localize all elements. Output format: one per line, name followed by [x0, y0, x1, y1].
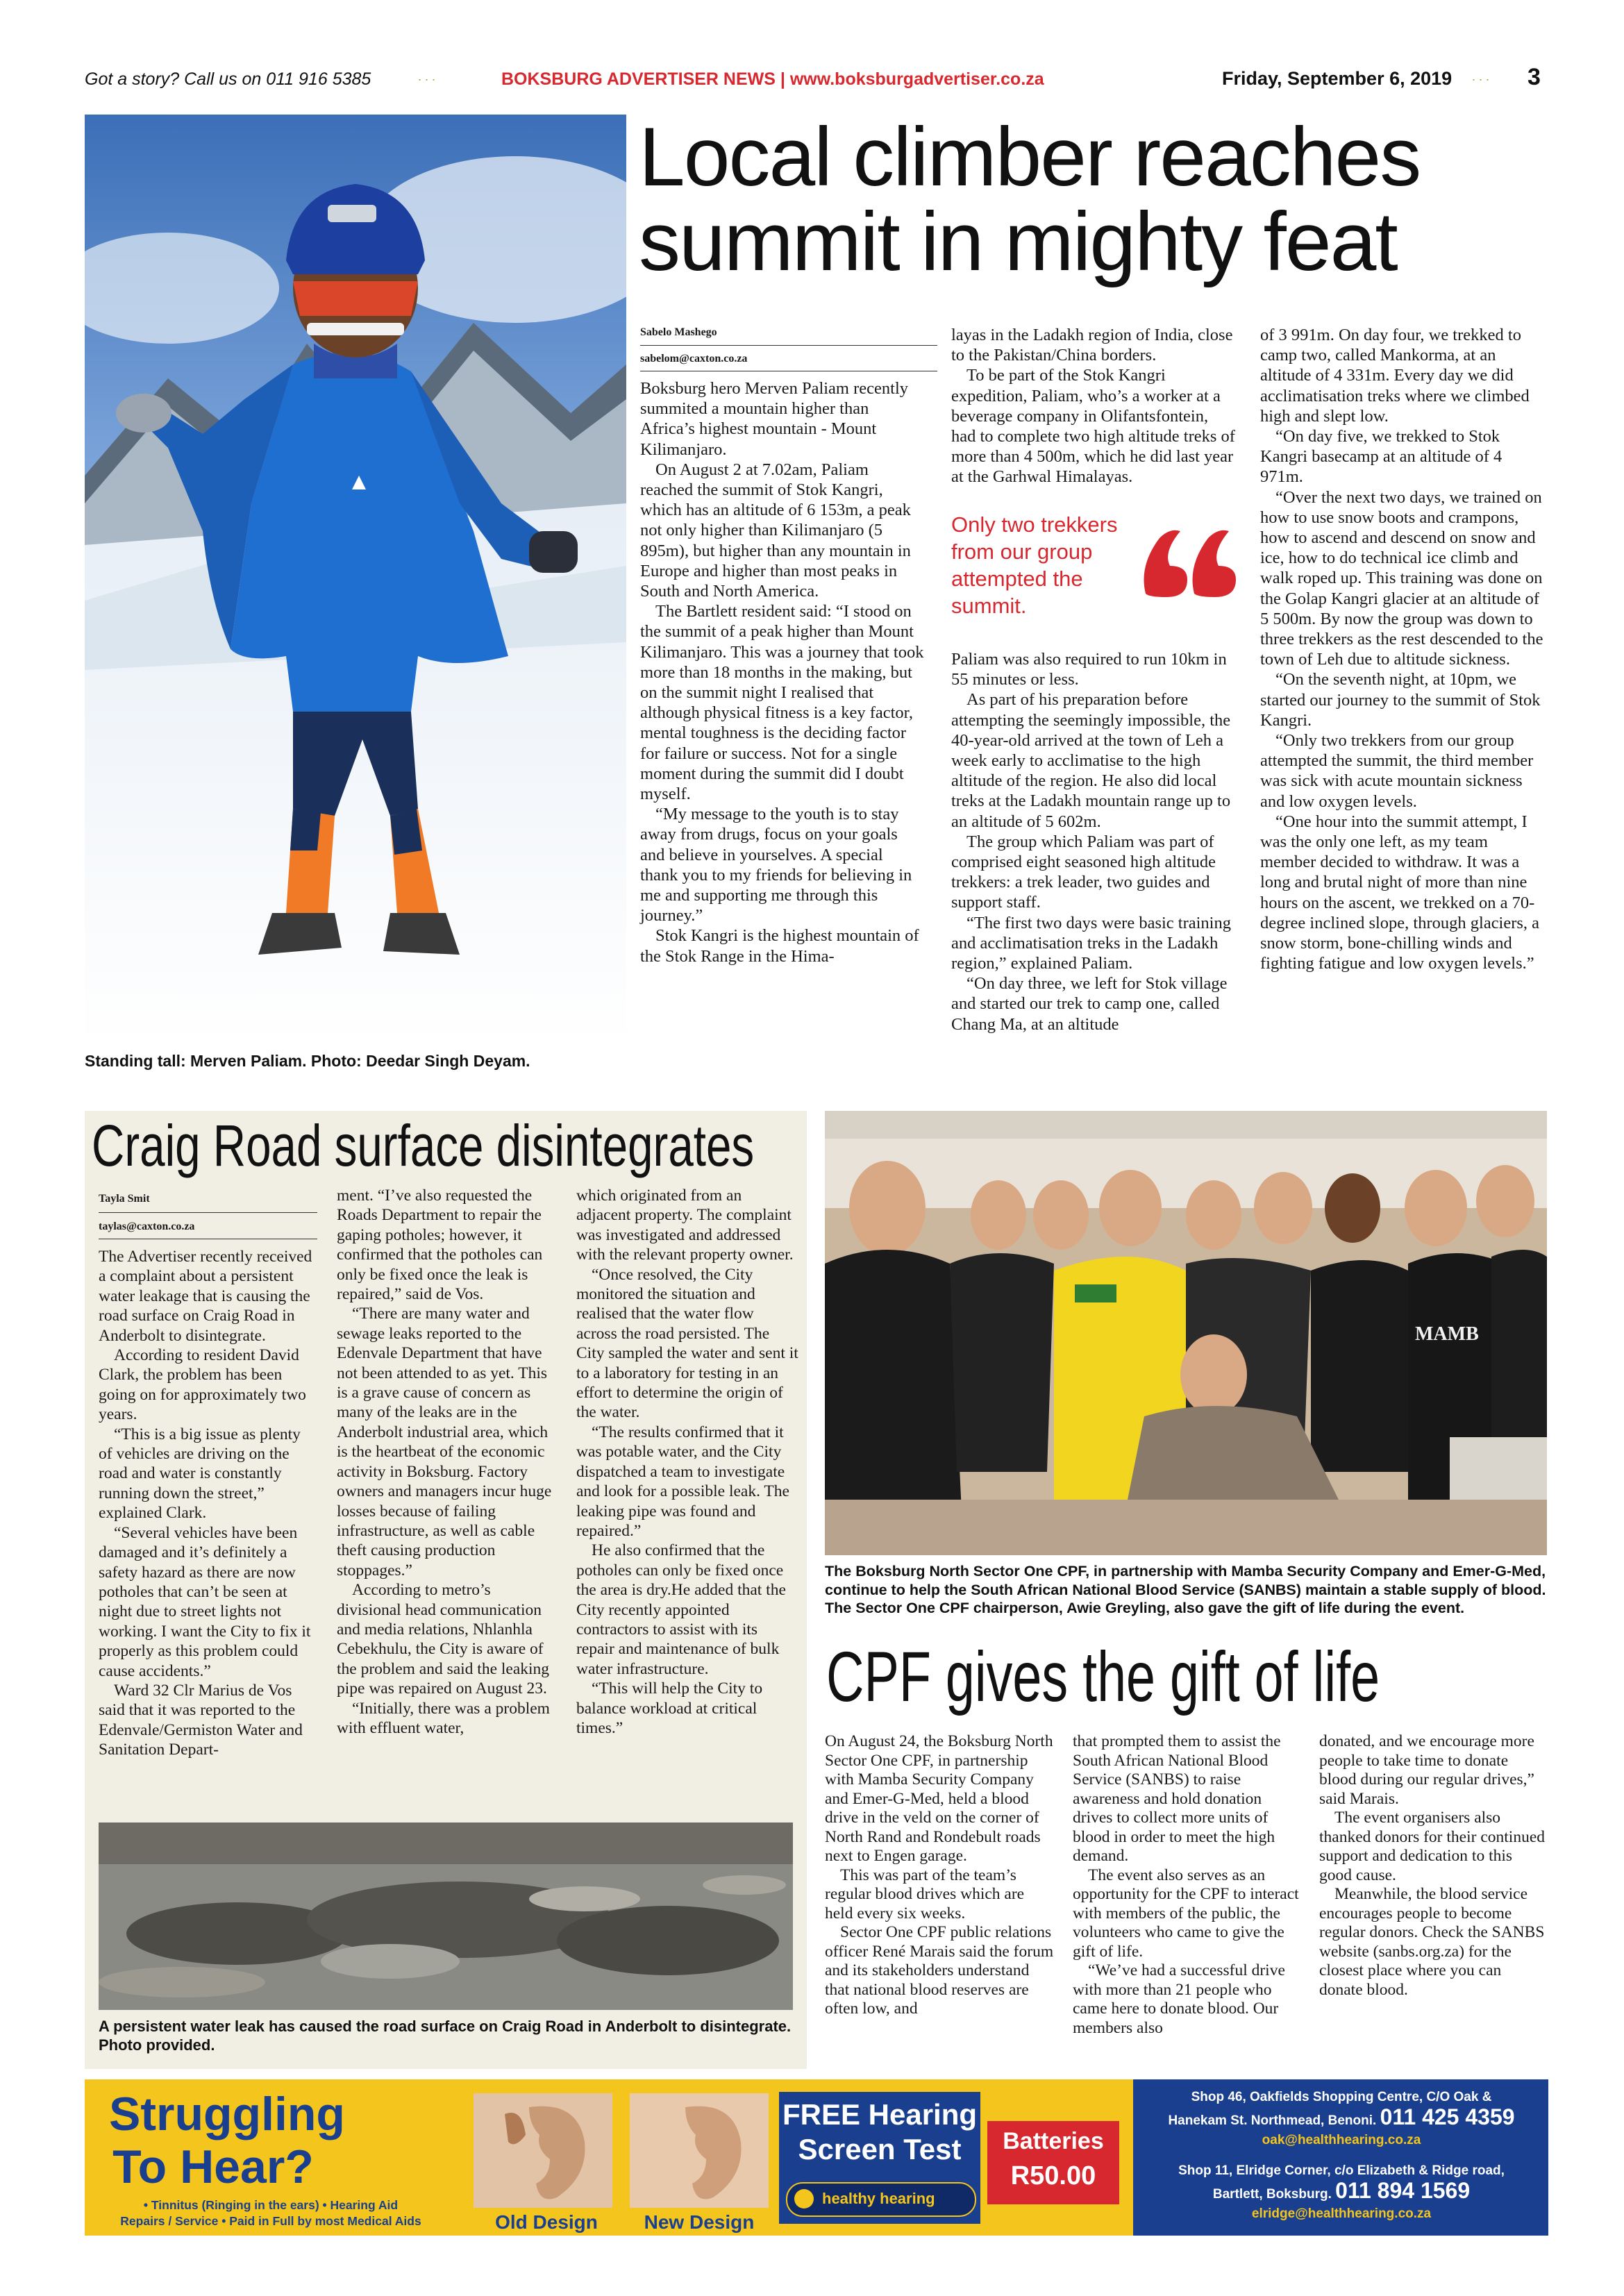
climber-c2-p7: “On day three, we left for Stok village and started our trek to camp one, called Chang Ma, at an altitude: [951, 974, 1228, 1034]
ad-contact-panel: [1133, 2079, 1548, 2236]
contact-block-1: [1140, 2088, 1543, 2150]
quote-marks-icon: [1139, 524, 1239, 601]
climber-author-email: sabelom@caxton.co.za: [640, 353, 748, 364]
craig-column-3: [576, 1186, 798, 1738]
craig-c2-p1: ment. “I’ve also requested the Roads Department to repair the gaping potholes; however, it confirmed that the potholes can only be fixed once the leak is repaired,” said de Vos.: [337, 1187, 543, 1304]
phone-1[interactable]: 011 425 4359: [1380, 2104, 1515, 2129]
cpf-headline: CPF gives the gift of life: [826, 1637, 1380, 1716]
ad-headline: [109, 2088, 345, 2193]
batteries-panel[interactable]: [987, 2121, 1119, 2204]
climber-c2-p6: “The first two days were basic training and acclimatisation treks in the Ladakh region,” explained Paliam.: [951, 913, 1231, 973]
free-test-text: [779, 2097, 980, 2167]
climber-headline: [639, 110, 1541, 288]
climber-photo-caption: Standing tall: Merven Paliam. Photo: Deedar Singh Deyam.: [85, 1052, 530, 1070]
climber-c1-p5: Stok Kangri is the highest mountain of the Stok Range in the Hima-: [640, 926, 919, 966]
climber-c2-p3: Paliam was also required to run 10km in 55 minutes or less.: [951, 650, 1227, 689]
free-test-line1: FREE Hearing: [782, 2098, 978, 2131]
climber-c1-p2: On August 2 at 7.02am, Paliam reached the summit of Stok Kangri, which has an altitude of 6 153m, a peak not only higher than Kilimanjaro (5 895m), but higher than any mountain in Europe and higher than most peaks in South and North America.: [640, 460, 911, 601]
craig-headline: Craig Road surface disintegrates: [92, 1113, 755, 1178]
ad-headline-line2: To Hear?: [112, 2140, 314, 2193]
header-dots-left: . . .: [418, 69, 436, 83]
cpf-c1-p3: Sector One CPF public relations officer René Marais said the forum and its stakeholders understand that national blood reserves are often low, and: [825, 1923, 1054, 2018]
craig-c1-p1: The Advertiser recently received a complaint about a persistent water leakage that is causing the road surface on Craig Road in Anderbolt to disintegrate.: [99, 1248, 312, 1345]
cpf-c1-p2: This was part of the team’s regular blood drives which are held every six weeks.: [825, 1866, 1025, 1922]
craig-road-photo: [99, 1822, 793, 2010]
climber-c1-p4: “My message to the youth is to stay away from drugs, focus on your goals and believe in yourselves. A special thank you to my friends for believing in me and supporting me through this journey.”: [640, 805, 912, 925]
craig-c3-p2: “Once resolved, the City monitored the situation and realised that the water flow across the road persisted. The City sampled the water and sent it to a laboratory for testing in an effort to determine the origin of the water.: [576, 1265, 798, 1422]
story-phone-line: Got a story? Call us on 011 916 5385: [85, 69, 371, 89]
contact-block-2: [1140, 2161, 1543, 2224]
craig-column-2: [337, 1186, 559, 1738]
climber-c3-p3: “Over the next two days, we trained on how to use snow boots and crampons, how to ascend and descend on snow and ice, how to do technical ice climb and walk roped up. This training was done on the Golap Kangri glacier at an altitude of 5 500m. By now the group was down to three trekkers as the rest descended to the town of Leh due to altitude sickness.: [1260, 487, 1543, 669]
craig-c3-p5: “This will help the City to balance workload at critical times.”: [576, 1679, 763, 1737]
climber-c3-p5: “Only two trekkers from our group attempted the summit, the third member was sick with acute mountain sickness and low oxygen levels.: [1260, 731, 1534, 811]
climber-byline-rule: [640, 345, 937, 346]
address2-line2: Bartlett, Boksburg.: [1212, 2187, 1332, 2202]
brand-name: healthy hearing: [822, 2190, 935, 2207]
brand-logo-icon: [794, 2189, 814, 2209]
craig-c1-p5: Ward 32 Clr Marius de Vos said that it was reported to the Edenvale/Germiston Water and Sanitation Depart-: [99, 1681, 303, 1759]
old-design-label: Old Design: [495, 2211, 598, 2233]
masthead-title: BOKSBURG ADVERTISER NEWS | www.boksburgadvertiser.co.za: [501, 69, 1044, 89]
cpf-photo: [825, 1111, 1547, 1555]
climber-column-2-top: [951, 325, 1236, 487]
craig-column-1: [99, 1247, 317, 1760]
climber-c2-p4: As part of his preparation before attempting the seemingly impossible, the 40-year-old arrived at the town of Leh a week early to acclimatise to the high altitude of the region. He also did local treks at the Ladakh mountain range up to an altitude of 5 602m.: [951, 690, 1231, 831]
batteries-price: R50.00: [1010, 2161, 1096, 2190]
ad-services-line2: Repairs / Service • Paid in Full by most Medical Aids: [120, 2214, 421, 2228]
cpf-c2-p1: that prompted them to assist the South African National Blood Service (SANBS) to raise awareness and hold donation drives to collect more units of blood in order to meet the high demand.: [1073, 1732, 1281, 1865]
climber-headline-line2: summit in mighty feat: [639, 195, 1397, 288]
batteries-label: Batteries: [1003, 2128, 1104, 2154]
craig-c3-p4: He also confirmed that the potholes can only be fixed once the area is dry.He added that the City recently appointed contractors to assist with its repair and maintenance of bulk water infrastructure.: [576, 1541, 786, 1678]
address2-line2-row: [1140, 2178, 1543, 2204]
climber-illustration: [85, 115, 626, 1046]
new-design-ear-icon: [630, 2093, 769, 2208]
craig-c2-p2: “There are many water and sewage leaks reported to the Edenvale Department that have not been attended to as yet. This is a grave cause of concern as many of the leaks are in the Anderbolt industrial area, which is the heartbeat of the economic activity in Boksburg. Factory owners and managers incur huge losses because of failing infrastructure, as well as cable theft causing production stoppages.”: [337, 1305, 552, 1579]
craig-photo-caption: A persistent water leak has caused the road surface on Craig Road in Anderbolt to disintegrate. Photo provided.: [99, 2018, 792, 2054]
blood-drive-illustration: [825, 1111, 1547, 1555]
craig-c2-p3: According to metro’s divisional head communication and media relations, Nhlanhla Cebekhulu, the City is aware of the problem and said the leaking pipe was repaired on August 23.: [337, 1581, 550, 1698]
address1-line1: Shop 46, Oakfields Shopping Centre, C/O Oak &: [1191, 2090, 1492, 2104]
address1-line2: Hanekam St. Northmead, Benoni.: [1168, 2113, 1377, 2128]
road-illustration: [99, 1822, 793, 2010]
page-header: [0, 61, 1624, 96]
climber-c3-p1: of 3 991m. On day four, we trekked to camp two, called Mankorma, at an altitude of 4 331m. Every day we did acclimatisation treks where we climbed high and slept low.: [1260, 326, 1530, 426]
brand-badge: [786, 2182, 976, 2217]
shirt-print: MAMB: [1415, 1323, 1479, 1345]
cpf-c3-p3: Meanwhile, the blood service encourages people to become regular donors. Check the SANBS website (sanbs.org.za) for the closest place where you can donate blood.: [1319, 1885, 1545, 1999]
cpf-c3-p2: The event organisers also thanked donors for their continued support and dedication to this good cause.: [1319, 1809, 1545, 1884]
climber-photo: [85, 115, 626, 1046]
cpf-c2-p2: The event also serves as an opportunity for the CPF to interact with members of the public, the volunteers who came to give the gift of life.: [1073, 1866, 1299, 1961]
cpf-c2-p3: “We’ve had a successful drive with more than 21 people who came here to donate blood. Our members also: [1073, 1961, 1285, 2037]
old-design-ear-icon: [474, 2093, 612, 2208]
climber-c3-p2: “On day five, we trekked to Stok Kangri basecamp at an altitude of 4 971m.: [1260, 427, 1502, 487]
cpf-column-2: [1073, 1732, 1302, 2038]
page-number: 3: [1527, 64, 1541, 90]
ad-services: [90, 2197, 451, 2229]
craig-author-email: taylas@caxton.co.za: [99, 1221, 195, 1232]
cpf-column-1: [825, 1732, 1054, 2019]
email-1[interactable]: oak@healthhearing.co.za: [1262, 2133, 1421, 2147]
cpf-c3-p1: donated, and we encourage more people to take time to donate blood during our regular drives,” said Marais.: [1319, 1732, 1534, 1808]
craig-c2-p4: “Initially, there was a problem with effluent water,: [337, 1699, 550, 1737]
climber-c2-p5: The group which Paliam was part of comprised eight seasoned high altitude trekkers: a trek leader, two guides and support staff.: [951, 832, 1216, 912]
climber-c2-p2: To be part of the Stok Kangri expedition, Paliam, who’s a worker at a beverage company in Olifantsfontein, had to complete two high altitude treks of more than 4 500m, which he did last year at the Garhwal Himalayas.: [951, 366, 1235, 487]
header-dots-right: . . .: [1472, 69, 1490, 83]
free-test-panel[interactable]: [779, 2092, 980, 2224]
ad-services-line1: • Tinnitus (Ringing in the ears) • Hearing Aid: [143, 2198, 399, 2212]
climber-column-1: [640, 378, 925, 966]
ad-headline-line1: Struggling: [109, 2088, 345, 2140]
climber-headline-line1: Local climber reaches: [639, 110, 1421, 203]
climber-column-3: [1260, 325, 1545, 974]
climber-c1-p3: The Bartlett resident said: “I stood on the summit of a peak higher than Mount Kilimanjaro. This was a journey that took more than 18 months in the making, but on the summit night I realised that although physical fitness is a key factor, mental toughness is the deciding factor for failure or success. Not for a single moment during the summit did I doubt myself.: [640, 602, 924, 804]
craig-c1-p2: According to resident David Clark, the problem has been going on for approximately two years.: [99, 1346, 306, 1424]
craig-c1-p4: “Several vehicles have been damaged and it’s definitely a safety hazard as there are now potholes that can’t be seen at night due to street lights not working. I want the City to fix it properly as this problem could cause accidents.”: [99, 1523, 311, 1680]
cpf-c1-p1: On August 24, the Boksburg North Sector One CPF, in partnership with Mamba Security Company and Emer-G-Med, held a blood drive in the veld on the corner of North Rand and Rondebult roads next to Engen garage.: [825, 1732, 1053, 1865]
cpf-column-3: [1319, 1732, 1548, 2000]
craig-author: Tayla Smit: [99, 1193, 150, 1205]
climber-author: Sabelo Mashego: [640, 326, 717, 338]
issue-date: Friday, September 6, 2019: [1222, 68, 1453, 89]
email-2[interactable]: elridge@healthhearing.co.za: [1251, 2206, 1432, 2221]
address2-line1: Shop 11, Elridge Corner, c/o Elizabeth & Ridge road,: [1178, 2163, 1505, 2178]
hearing-ad[interactable]: [85, 2079, 1548, 2236]
craig-byline-rule: [99, 1212, 317, 1213]
climber-column-2-bottom: [951, 649, 1236, 1034]
climber-c3-p4: “On the seventh night, at 10pm, we started our journey to the summit of Stok Kangri.: [1260, 670, 1541, 730]
craig-c1-p3: “This is a big issue as plenty of vehicles are driving on the road and water is constantly running down the street,” explained Clark.: [99, 1425, 301, 1523]
free-test-line2: Screen Test: [798, 2133, 962, 2165]
climber-c1-p1: Boksburg hero Merven Paliam recently summited a mountain higher than Africa’s highest mountain - Mount Kilimanjaro.: [640, 379, 909, 459]
climber-c3-p6: “One hour into the summit attempt, I was the only one left, as my team member decided to withdraw. It was a long and brutal night of more than nine hours on the ascent, we trekked on a 70-degree inclined slope, through glaciers, a snow storm, bone-chilling winds and fighting fatigue and low oxygen levels.”: [1260, 812, 1540, 973]
pull-quote: Only two trekkers from our group attempted the summit.: [951, 512, 1118, 618]
climber-c2-p1: layas in the Ladakh region of India, close to the Pakistan/China borders.: [951, 326, 1233, 365]
cpf-photo-caption: The Boksburg North Sector One CPF, in partnership with Mamba Security Company and Emer-G-Med, continue to help the South African National Blood Service (SANBS) maintain a stable supply of blood. The Sector One CPF chairperson, Awie Greyling, also gave the gift of life during the event.: [825, 1563, 1546, 1616]
craig-c3-p3: “The results confirmed that it was potable water, and the City dispatched a team to investigate and look for a possible leak. The leaking pipe was found and repaired.”: [576, 1423, 789, 1540]
new-design-label: New Design: [644, 2211, 755, 2233]
address1-line2-row: [1140, 2104, 1543, 2131]
craig-c3-p1: which originated from an adjacent property. The complaint was investigated and addressed with the relevant property owner.: [576, 1187, 794, 1264]
phone-2[interactable]: 011 894 1569: [1335, 2178, 1471, 2203]
